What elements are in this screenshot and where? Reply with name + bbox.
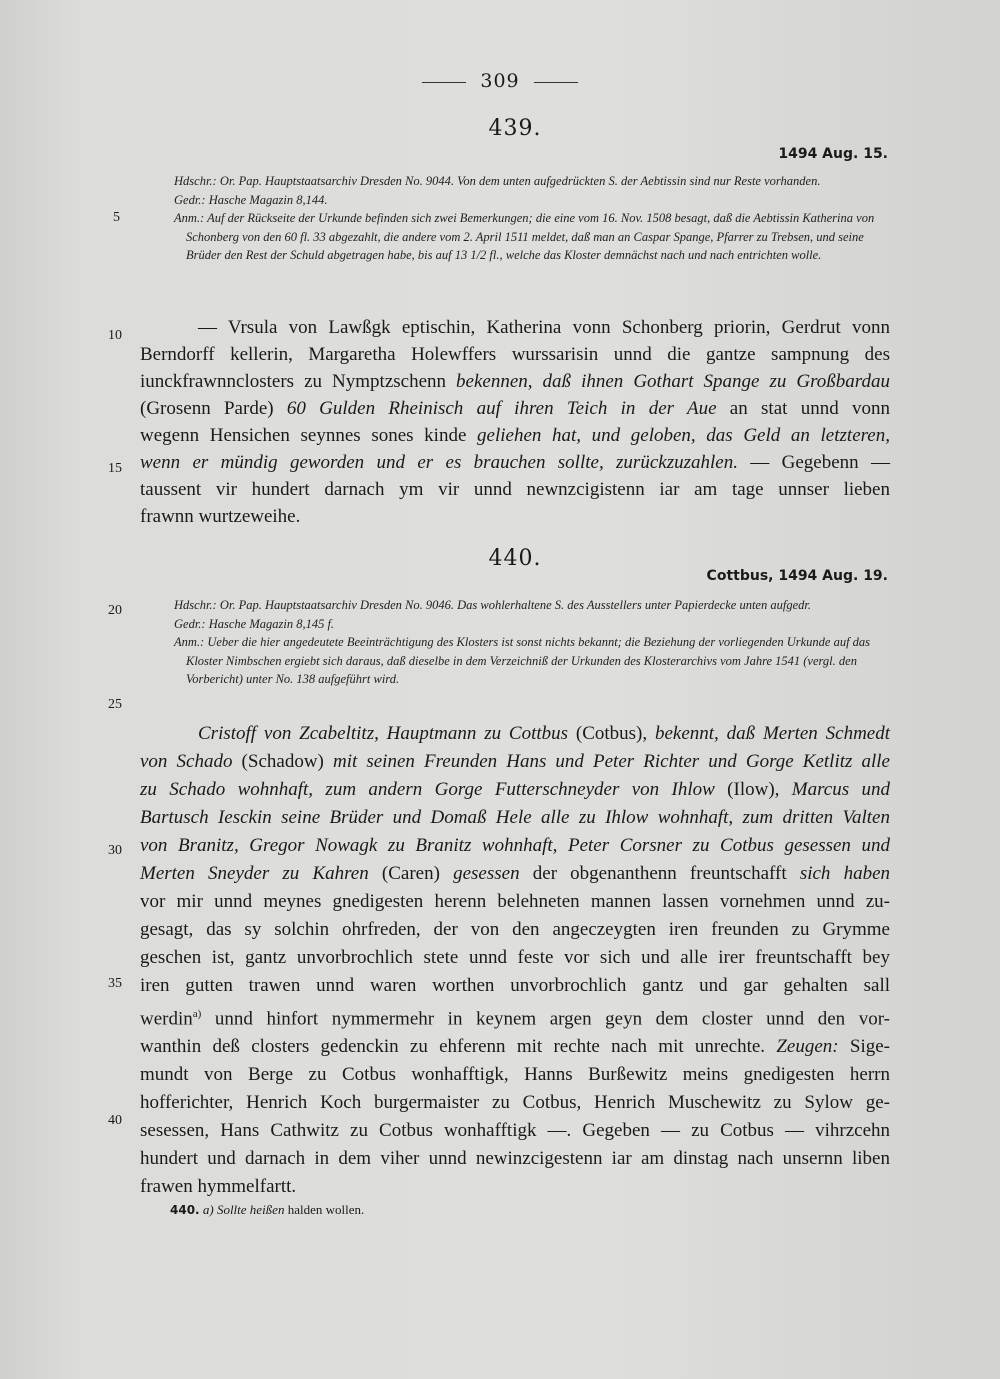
doc-439-number: 439. — [488, 116, 542, 141]
doc-440-note-hdschr: Hdschr.: Or. Pap. Hauptstaatsarchiv Dresden No. 9046. Das wohlerhaltene S. des Ausstellers unter Papierdecke unten aufgedr. — [174, 598, 811, 612]
text-line — [140, 368, 890, 395]
footnote-italic: a) Sollte heißen — [202, 1202, 285, 1217]
text-line: hundert und darnach in dem viher unnd newinzcigestenn iar am dinstag nach unsernn liben — [140, 1148, 890, 1170]
regest-run: bekennen, daß ihnen Gothart Spange zu Großbardau — [456, 371, 890, 392]
text-line: sesessen, Hans Cathwitz zu Cotbus wonhafftigk —. Gegeben — zu Cotbus — vihrzcehn — [140, 1120, 890, 1142]
line-number: 10 — [108, 328, 122, 343]
regest-run: Zeugen: — [776, 1036, 839, 1058]
text-line — [140, 1033, 890, 1061]
regest-run: geliehen hat, und geloben, das Geld an letzteren, — [477, 425, 890, 446]
regest-run: zu Schado wohnhaft, zum andern Gorge Futterschneyder von Ihlow — [140, 779, 715, 800]
text-line — [140, 395, 890, 422]
text-line: taussent vir hundert darnach ym vir unnd newnzcigistenn iar am tage unnser lieben — [140, 479, 890, 500]
footnote — [170, 1202, 364, 1218]
page-number: 309 — [480, 70, 520, 92]
text-line — [140, 720, 890, 748]
text-line: — Vrsula von Lawßgk eptischin, Katherina vonn Schonberg priorin, Gerdrut vonn — [198, 317, 890, 338]
doc-439-note-anm: Anm.: Auf der Rückseite der Urkunde befinden sich zwei Bemerkungen; die eine vom 16. Nov. 1508 besagt, daß die Aebtissin Katherina von Schonberg von den 60 fl. 33 abgezahlt, die andere vom 2. April 1511 meldet, daß man an Caspar Spange, Pfarrer zu Trebsen, und seine Brüder den Rest der Schuld abgetragen habe, bis auf 13 1/2 fl., welche das Kloster demnächst nach und nach entrichten wolle. — [174, 211, 875, 262]
regest-run: wenn er mündig geworden und er es brauchen sollte, zurückzuzahlen. — [140, 452, 738, 473]
text-run: (Grosenn Parde) — [140, 398, 287, 419]
text-line: Berndorff kellerin, Margaretha Holewffers wurssarisin unnd die gantze sampnung des — [140, 344, 890, 365]
line-number: 35 — [108, 976, 122, 991]
doc-439-note-hdschr: Hdschr.: Or. Pap. Hauptstaatsarchiv Dresden No. 9044. Von dem unten aufgedrückten S. der Aebtissin sind nur Reste vorhanden. — [174, 174, 821, 188]
doc-440-note-gedr: Gedr.: Hasche Magazin 8,145 f. — [174, 616, 335, 631]
text-run: (Cotbus), — [568, 723, 655, 744]
text-line: mundt von Berge zu Cotbus wonhafftigk, Hanns Burßewitz meins gnedigesten herrn — [140, 1064, 890, 1086]
doc-439-notes — [174, 172, 890, 265]
text-line: von Branitz, Gregor Nowagk zu Branitz wohnhaft, Peter Corsner zu Cotbus gesessen und — [140, 835, 890, 856]
line-number: 20 — [108, 603, 122, 618]
text-line: geschen ist, gantz unvorbrochlich stete unnd feste vor sich und alle irer freuntschafft bey — [140, 947, 890, 968]
regest-run: gesessen — [453, 863, 520, 884]
footnote-ref: 440. — [170, 1203, 200, 1217]
regest-run: Marcus und — [791, 779, 890, 800]
text-line: gesagt, das sy solchin ohrfreden, der von den angeczeygten iren freunden zu Grymme — [140, 919, 890, 940]
text-line: iren gutten trawen unnd waren worthen unvorbrochlich gantz und gar gehalten sall — [140, 975, 890, 996]
regest-run: bekennt, daß Merten Schmedt — [654, 723, 890, 744]
header-rule-left — [422, 82, 466, 83]
regest-run: von Schado — [140, 751, 233, 772]
text-run: (Ilow), — [714, 779, 792, 800]
regest-run: mit seinen Freunden Hans und Peter Richter und Gorge Ketlitz alle — [332, 751, 890, 772]
text-line: vor mir unnd meynes gnedigesten herenn belehneten mannen lassen vornehmen unnd zu- — [140, 891, 890, 912]
footnote-marker[interactable]: a) — [192, 1008, 202, 1020]
text-line: frawnn wurtzeweihe. — [140, 506, 301, 527]
text-run: — Gegebenn — — [737, 452, 890, 473]
line-number: 5 — [113, 210, 120, 225]
header-rule-right — [534, 82, 578, 83]
doc-439-date: 1494 Aug. 15. — [778, 146, 888, 162]
text-run: iunckfrawnnclosters zu Nymptzschenn — [140, 371, 457, 392]
text-run: wanthin deß closters gedenckin zu ehferenn mit rechte nach mit unrechte. — [140, 1036, 777, 1058]
regest-run: Merten Sneyder zu Kahren — [140, 863, 369, 884]
doc-440-note-anm: Anm.: Ueber die hier angedeutete Beeinträchtigung des Klosters ist sonst nichts bekannt; die Beziehung der vorliegenden Urkunde auf das Kloster Nimbschen ergiebt sich daraus, daß dieselbe in dem Verzeichniß der Urkunden des Klosterarchivs vom Jahre 1541 (vergl. den Vorbericht) unter No. 138 aufgeführt wird. — [174, 635, 871, 686]
doc-439-text — [140, 314, 890, 530]
doc-440-notes — [174, 596, 890, 689]
text-line — [140, 1000, 890, 1033]
line-number: 15 — [108, 461, 122, 476]
text-line: Bartusch Iesckin seine Brüder und Domaß Hele alle zu Ihlow wohnhaft, zum dritten Valten — [140, 807, 890, 828]
text-run: werdin — [140, 1008, 193, 1030]
text-line — [140, 748, 890, 776]
doc-439-note-gedr: Gedr.: Hasche Magazin 8,144. — [174, 192, 328, 207]
line-number: 40 — [108, 1113, 122, 1128]
text-run: wegenn Hensichen seynnes sones kinde — [140, 425, 478, 446]
regest-run: 60 Gulden Rheinisch auf ihren Teich in der Aue — [286, 398, 717, 419]
doc-440-number: 440. — [488, 546, 542, 571]
doc-440-text — [140, 720, 890, 1201]
text-run: an stat unnd vonn — [716, 398, 890, 419]
regest-run: sich haben — [799, 863, 891, 884]
text-run: (Schadow) — [232, 751, 333, 772]
text-run: der obgenanthenn freuntschafft — [519, 863, 800, 884]
text-line — [140, 776, 890, 804]
regest-run: Cristoff von Zcabeltitz, Hauptmann zu Cottbus — [198, 723, 569, 744]
text-run: (Caren) — [368, 863, 454, 884]
text-line — [140, 422, 890, 449]
doc-440-date: Cottbus, 1494 Aug. 19. — [706, 568, 888, 584]
text-run: Sige- — [838, 1036, 890, 1058]
text-line — [140, 449, 890, 476]
line-number: 25 — [108, 697, 122, 712]
text-line: hofferichter, Henrich Koch burgermaister zu Cotbus, Henrich Muschewitz zu Sylow ge- — [140, 1092, 890, 1114]
text-line: frawen hymmelfartt. — [140, 1176, 297, 1198]
text-line — [140, 860, 890, 888]
page-header — [0, 70, 1000, 92]
text-run: unnd hinfort nymmermehr in keynem argen geyn dem closter unnd den vor- — [201, 1008, 890, 1030]
footnote-text: halden wollen. — [284, 1202, 365, 1217]
line-number: 30 — [108, 843, 122, 858]
